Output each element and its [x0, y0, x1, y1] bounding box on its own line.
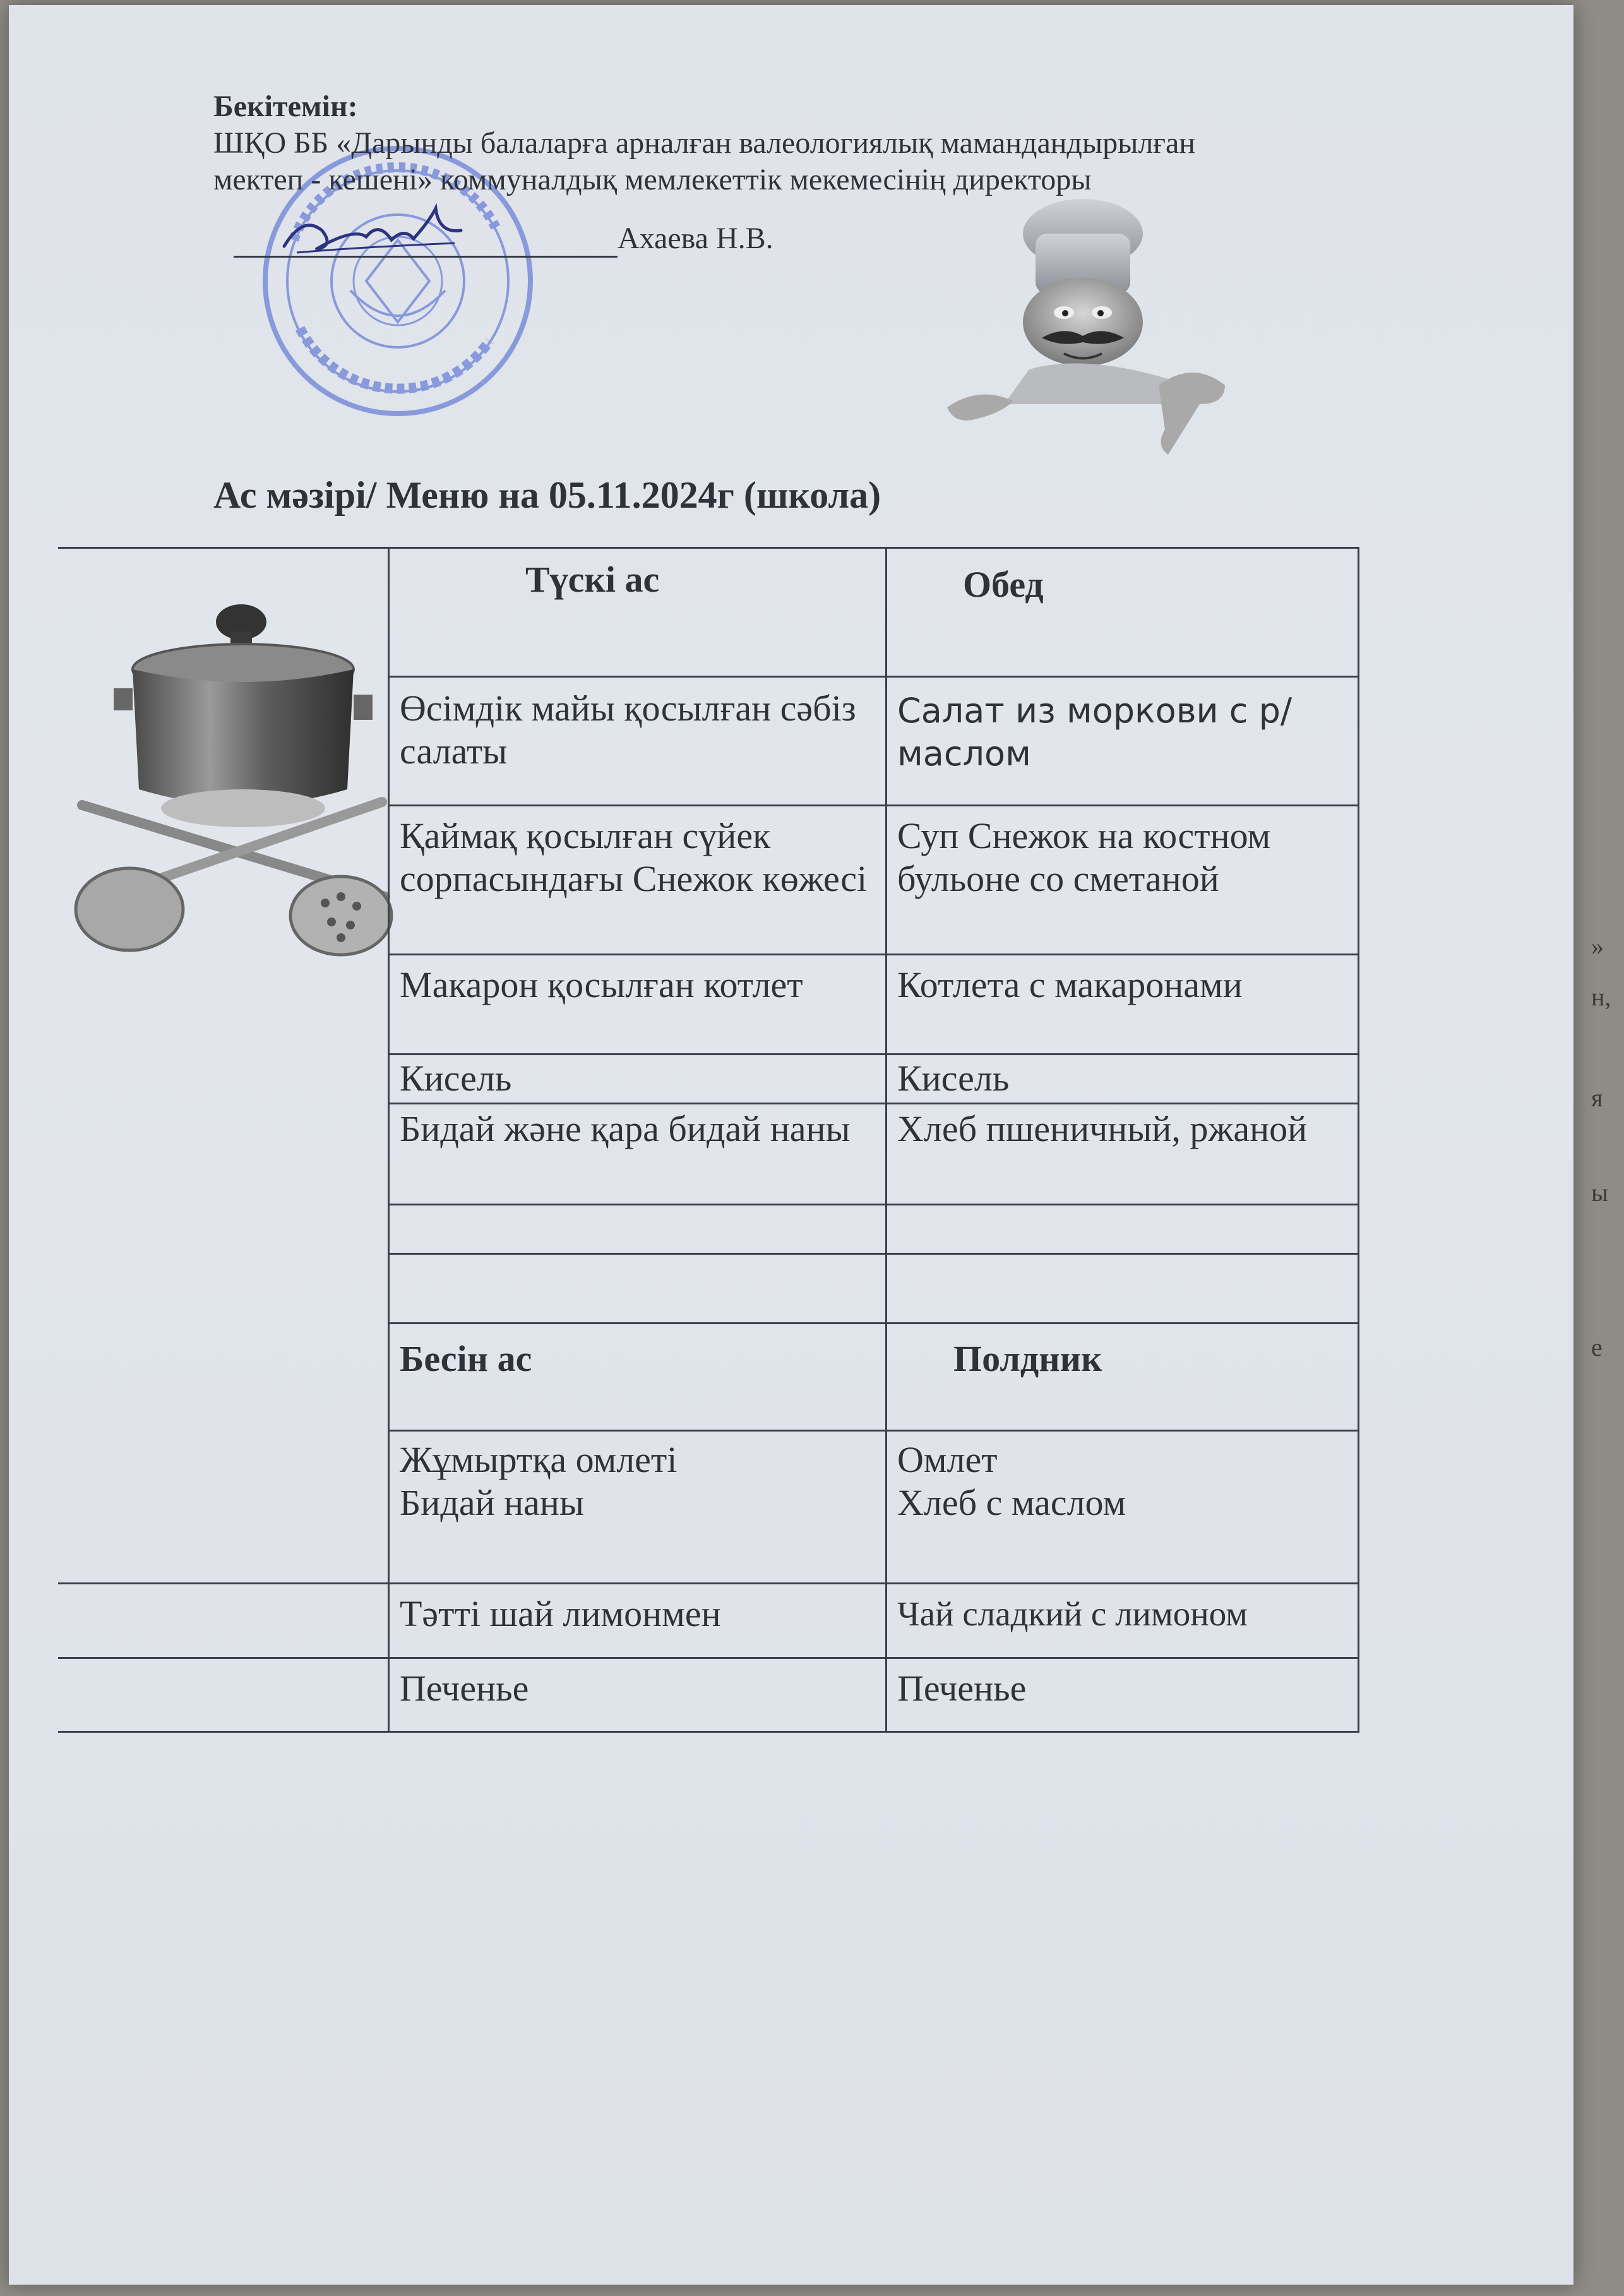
edge-mark: ы — [1591, 1178, 1608, 1207]
signature-row — [234, 221, 802, 259]
approval-line: мектеп - кешені» коммуналдық мемлекеттік мекемесінің директоры — [213, 163, 1092, 196]
menu-item-kz: Бидай және қара бидай наны — [400, 1108, 851, 1149]
menu-item-ru: Кисель — [897, 1058, 1010, 1099]
edge-mark: я — [1591, 1084, 1603, 1112]
menu-item-ru: Хлеб пшеничный, ржаной — [897, 1108, 1308, 1149]
edge-mark: е — [1591, 1333, 1603, 1361]
menu-item-kz: Макарон қосылған котлет — [400, 964, 803, 1005]
approval-line: ШҚО ББ «Дарынды балаларға арналған валеологиялық мамандандырылған — [213, 126, 1195, 160]
edge-mark: » — [1591, 932, 1604, 960]
menu-item-kz: Тәтті шай лимонмен — [400, 1593, 721, 1634]
menu-item-ru: Салат из моркови с р/маслом — [897, 691, 1293, 774]
header-lunch-ru: Обед — [963, 564, 1044, 605]
signer-name: Ахаева Н.В. — [618, 222, 773, 255]
approval-heading: Бекітемін: — [213, 90, 358, 123]
menu-table — [58, 547, 1359, 1733]
menu-item-kz-line: Жұмыртқа омлеті — [400, 1439, 678, 1480]
chef-icon — [928, 196, 1263, 461]
approval-block — [213, 88, 1464, 198]
menu-item-ru: Печенье — [897, 1668, 1027, 1709]
header-snack-ru: Полдник — [953, 1338, 1102, 1379]
menu-item-ru-line: Омлет — [897, 1439, 998, 1480]
menu-item-kz-line: Бидай наны — [400, 1482, 584, 1523]
menu-item-kz: Печенье — [400, 1668, 529, 1709]
page-title: Ас мәзірі/ Меню на 05.11.2024г (школа) — [213, 474, 881, 516]
menu-item-kz — [390, 1432, 885, 1582]
menu-item-ru: Чай сладкий с лимоном — [897, 1594, 1248, 1633]
menu-item-ru — [887, 1432, 1358, 1582]
menu-item-ru-line: Хлеб с маслом — [897, 1482, 1126, 1523]
edge-mark: н, — [1591, 983, 1611, 1011]
menu-item-ru: Котлета с макаронами — [897, 964, 1243, 1005]
header-lunch-kz: Түскі ас — [525, 559, 660, 600]
menu-item-kz: Қаймақ қосылған сүйек сорпасындағы Снежок көжесі — [400, 815, 868, 899]
menu-item-kz: Өсімдік майы қосылған сәбіз салаты — [400, 688, 856, 772]
signature-line — [234, 256, 618, 258]
menu-item-kz: Кисель — [400, 1058, 512, 1099]
menu-item-ru: Суп Снежок на костном бульоне со сметаной — [897, 815, 1271, 899]
header-snack-kz: Бесін ас — [400, 1338, 532, 1379]
